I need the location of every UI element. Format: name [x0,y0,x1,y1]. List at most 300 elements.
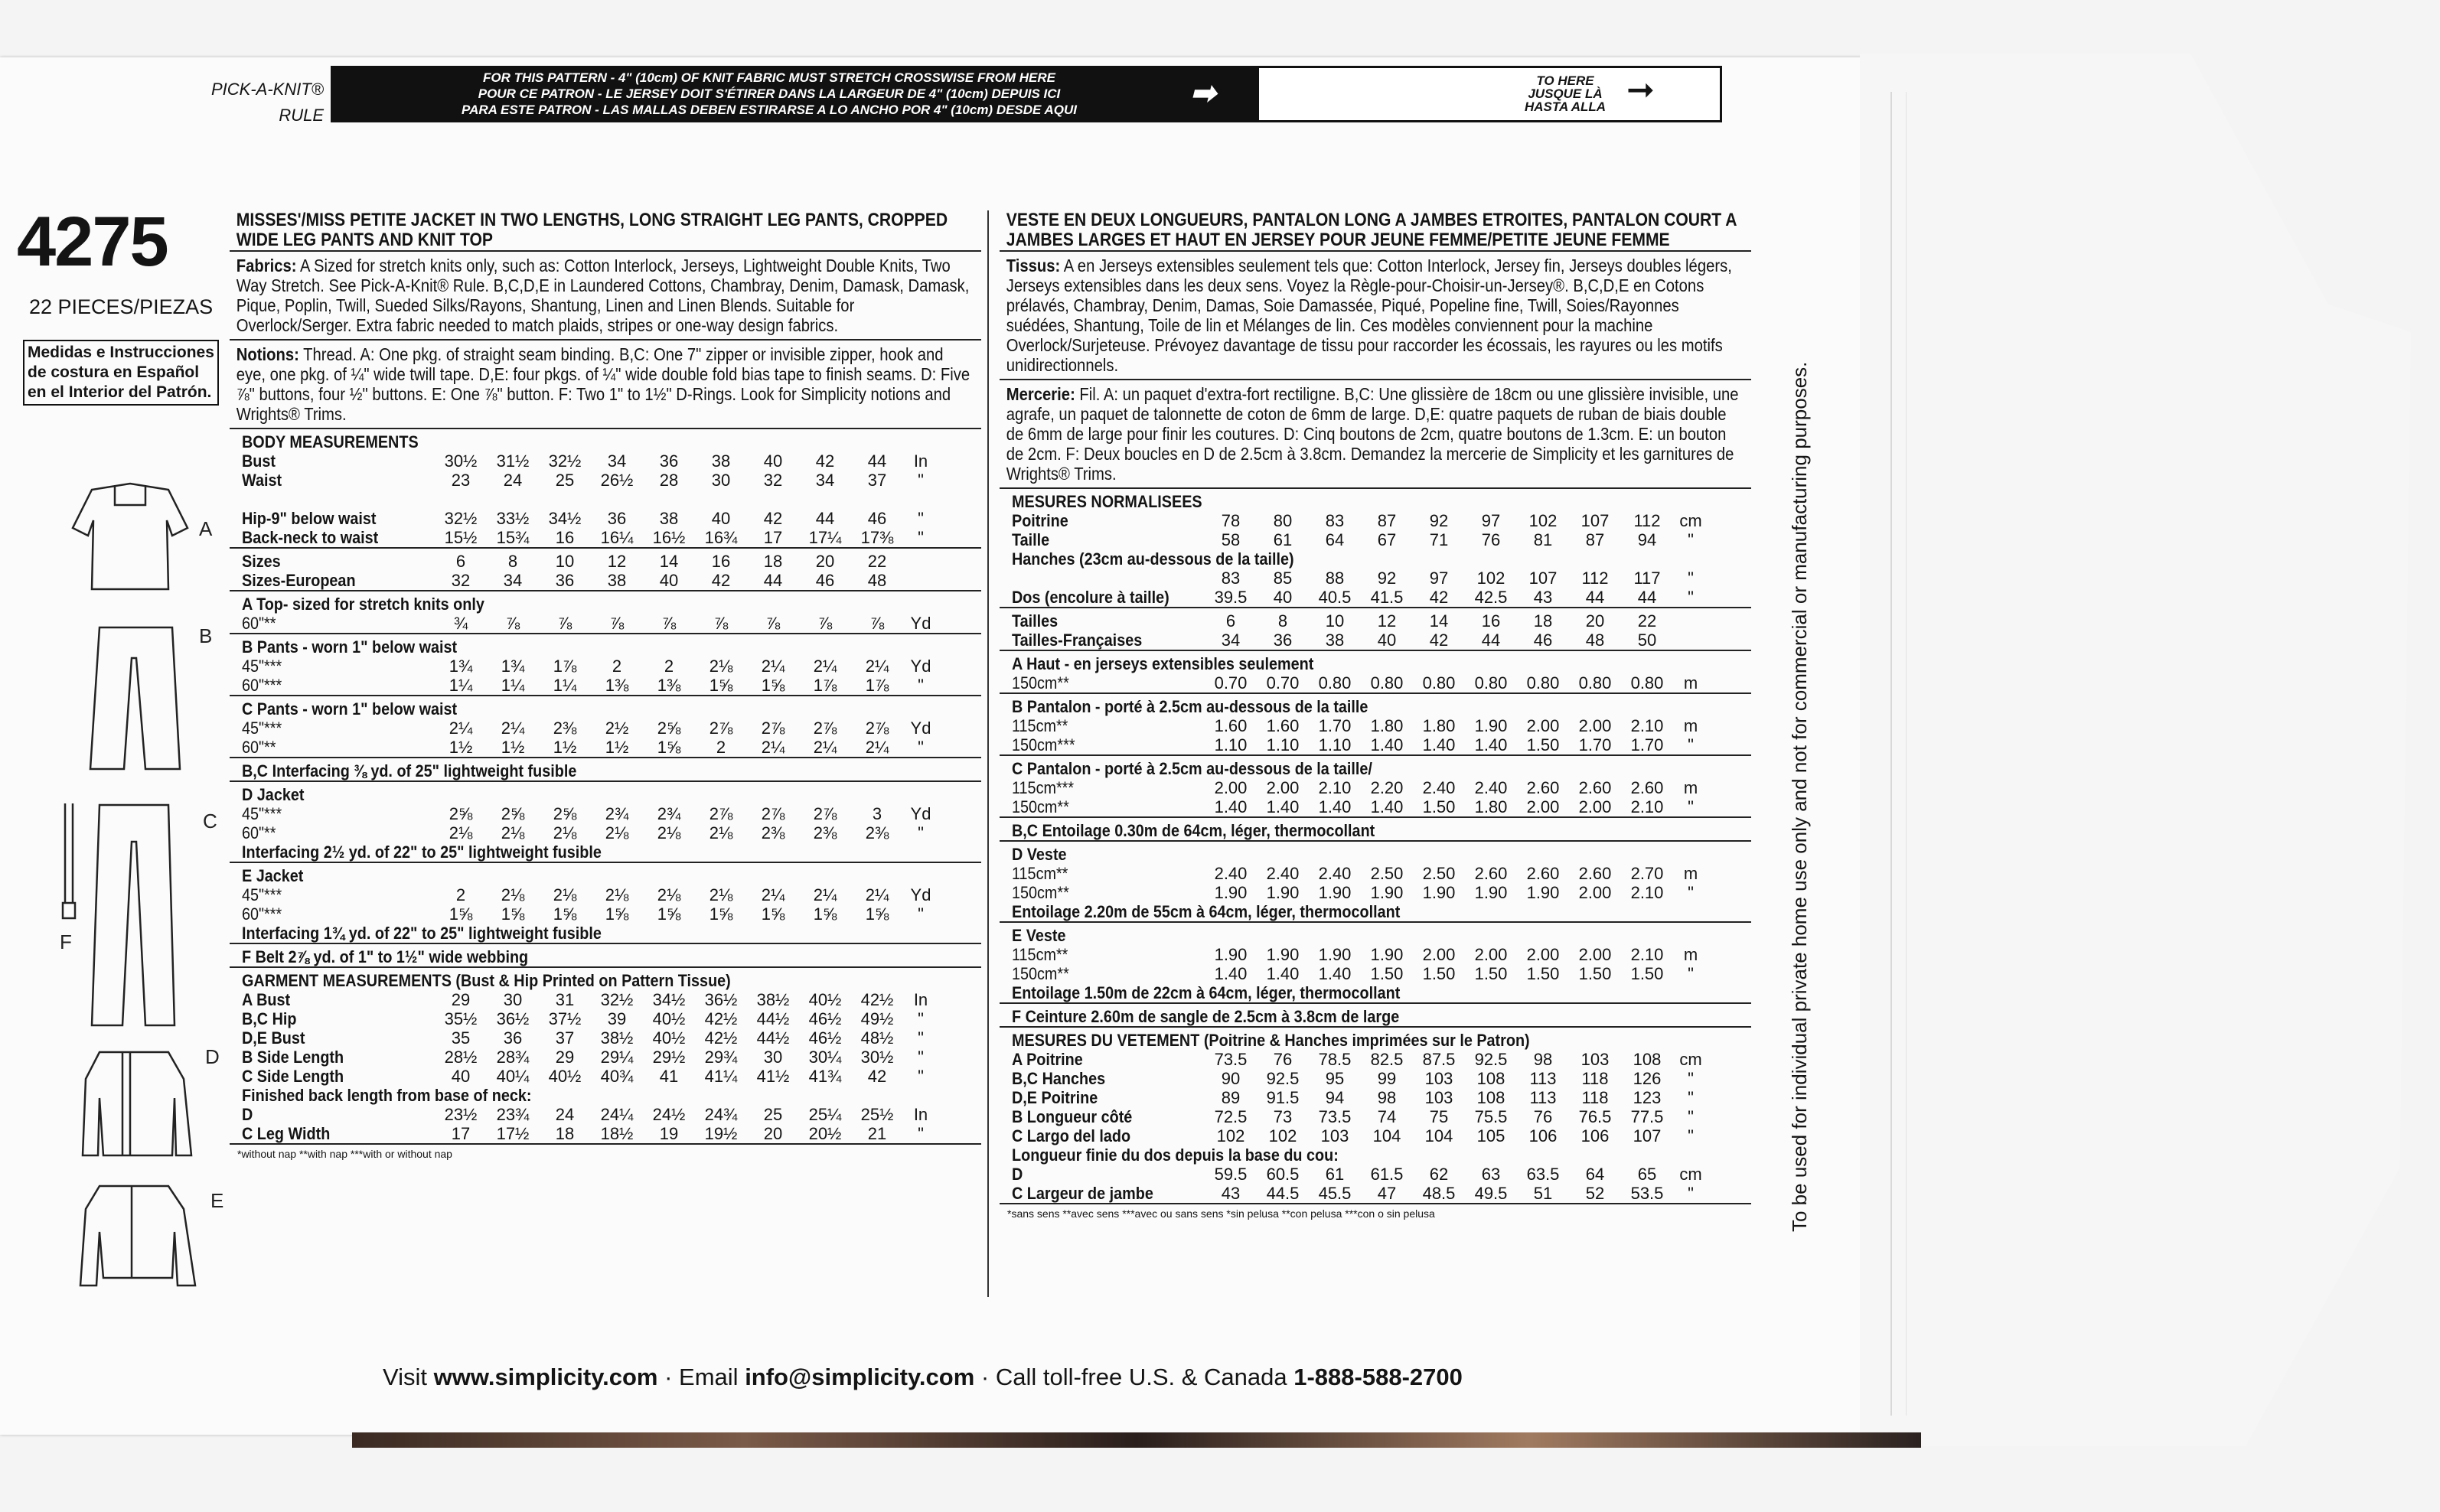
size-cell: 14 [659,552,679,571]
unit-cell: " [1688,1088,1694,1107]
size-cell: 29¾ [704,1048,738,1067]
row-label: B,C Entoilage 0.30m de 64cm, léger, thermocollant [1012,821,1375,840]
size-cell: 87 [1585,530,1605,549]
row-label: 45"*** [242,719,282,738]
size-cell: 105 [1476,1126,1505,1145]
french-column [1000,210,1751,1220]
size-cell: 2⅝ [553,804,577,823]
size-cell: 2⅛ [657,885,681,904]
size-cell: 117 [1633,569,1661,588]
size-cell: 16¼ [600,528,634,547]
size-cell: 30 [711,471,731,490]
size-cell: 48.5 [1422,1184,1456,1203]
english-yardage-table [230,428,981,1143]
table-row [1000,1002,1751,1026]
size-cell: 90 [1221,1069,1241,1088]
size-cell: 2.00 [1578,945,1612,964]
size-cell: 1.10 [1266,735,1300,754]
size-cell: 1.90 [1214,883,1248,902]
size-cell: 106 [1580,1126,1610,1145]
size-cell: 2.60 [1578,778,1612,797]
row-label: D,E Poitrine [1012,1088,1098,1107]
size-cell: 2.10 [1318,778,1352,797]
size-cell: 2¼ [761,738,785,757]
size-cell: 2.00 [1526,797,1560,816]
size-cell: 42.5 [1474,588,1508,607]
row-label: A Poitrine [1012,1050,1083,1069]
row-label: D Jacket [242,785,305,804]
size-cell: 87 [1377,511,1397,530]
size-cell: 2⅞ [761,804,785,823]
size-cell: 102 [1216,1126,1245,1145]
photo-strip [352,1432,1921,1448]
table-row [230,966,981,990]
table-row [230,614,981,633]
row-label: MESURES DU VETEMENT (Poitrine & Hanches imprimées sur le Patron) [1012,1031,1530,1050]
size-cell: 0.80 [1630,673,1664,692]
size-cell: 102 [1528,511,1558,530]
table-row [230,780,981,804]
size-cell: 10 [555,552,575,571]
size-cell: 1.50 [1578,964,1612,983]
unit-cell: m [1683,778,1698,797]
row-label: Back-neck to waist [242,528,379,547]
call-label: · Call toll-free U.S. & Canada [974,1364,1294,1390]
size-cell: 104 [1424,1126,1453,1145]
size-cell: 18 [555,1124,575,1143]
view-label-f: F [60,930,72,953]
table-row [1000,530,1751,549]
size-cell: 106 [1528,1126,1558,1145]
size-cell: 24¾ [704,1105,738,1124]
row-label: Sizes-European [242,571,356,590]
size-cell: 2.00 [1526,945,1560,964]
size-cell: 60.5 [1266,1165,1300,1184]
table-row [1000,921,1751,945]
size-cell: 1⅞ [813,676,837,695]
size-cell: 75 [1429,1107,1449,1126]
size-cell: 45.5 [1318,1184,1352,1203]
unit-cell: cm [1679,511,1702,530]
view-a-top-icon [73,484,188,589]
size-cell: 43 [1533,588,1553,607]
size-cell: 47 [1377,1184,1397,1203]
size-cell: 25 [763,1105,783,1124]
size-cell: 1½ [449,738,473,757]
size-cell: 40 [1273,588,1293,607]
size-cell: 22 [867,552,887,571]
size-cell: 2⅞ [709,719,733,738]
size-cell: 0.70 [1214,673,1248,692]
size-cell: 34½ [548,509,582,528]
size-cell: 63.5 [1526,1165,1560,1184]
size-cell: 94 [1325,1088,1345,1107]
size-cell: 28¾ [496,1048,530,1067]
size-cell: 2⅛ [709,657,733,676]
size-cell: 1.50 [1370,964,1404,983]
size-cell: 30 [503,990,523,1009]
size-cell: 6 [1225,611,1236,631]
size-cell: 118 [1581,1069,1609,1088]
size-cell: 2⅛ [553,885,577,904]
size-cell: 31½ [496,451,530,471]
table-row [230,719,981,738]
size-cell: 72.5 [1214,1107,1248,1126]
row-label: 60"** [242,614,276,633]
size-cell: 19 [659,1124,679,1143]
size-cell: 0.80 [1318,673,1352,692]
pick-label-2: RULE [279,106,324,125]
size-cell: 22 [1637,611,1657,631]
stretch-gauge-black [333,68,1259,120]
size-cell: 2⅜ [553,719,577,738]
size-cell: 88 [1325,569,1345,588]
size-cell: 73 [1273,1107,1293,1126]
unit-cell: m [1683,945,1698,964]
size-cell: 48 [1585,631,1605,650]
table-row [230,885,981,904]
size-cell: 1⅞ [865,676,889,695]
size-cell: 98 [1377,1088,1397,1107]
table-row [1000,1145,1751,1165]
size-cell: 38 [607,571,627,590]
row-label: 60"** [242,738,276,757]
table-row [230,547,981,571]
row-label: Entoilage 2.20m de 55cm à 64cm, léger, thermocollant [1012,902,1401,921]
row-label: C Pants - worn 1" below waist [242,699,458,719]
size-cell: 2¼ [813,657,837,676]
size-cell: 103 [1320,1126,1349,1145]
table-row [1000,487,1751,511]
size-cell: 28½ [444,1048,478,1067]
size-cell: 17 [763,528,783,547]
row-label: Dos (encolure à taille) [1012,588,1169,607]
size-cell: 42 [763,509,783,528]
size-cell: 32½ [600,990,634,1009]
table-row [1000,716,1751,735]
size-cell: 107 [1528,569,1558,588]
size-cell: 2.60 [1474,864,1508,883]
size-cell: 85 [1273,569,1293,588]
size-cell: 2.60 [1630,778,1664,797]
size-cell: 36 [503,1028,523,1048]
size-cell: 34 [503,571,523,590]
flap-crease [1890,92,1907,1416]
notions-text [230,341,980,428]
size-cell: 30 [763,1048,783,1067]
tissus-body: A en Jerseys extensibles seulement tels que: Cotton Interlock, Jersey fin, Jerseys doubles légers, Jerseys extensibles dans les deux sens. Voyez la Règle-pour-Choisir-un-Jersey®. B,C,D,E en Cotons prélavés, Chambray, Denim, Damas, Soie Damassée, Piqué, Popeline fine, Twill, Soies/Rayonnes suédées, Shantung, Toile de lin et Mélanges de lin. Ces modèles conviennent pour la machine Overlock/Surjeteuse. Prévoyez davantage de tissu pour raccorder les écossais, les rayures ou les motifs unidirectionnels. [1006,256,1732,375]
band-end-label [1504,74,1626,113]
email-link[interactable]: info@simplicity.com [745,1364,975,1390]
size-cell: 123 [1633,1088,1662,1107]
size-cell: 23½ [444,1105,478,1124]
band-end-es: HASTA ALLA [1524,99,1607,114]
size-cell: 104 [1372,1126,1401,1145]
table-row [230,1009,981,1028]
view-f-belt-icon [63,803,75,918]
size-cell: 1.90 [1370,945,1404,964]
row-label: A Haut - en jerseys extensibles seulement [1012,654,1314,673]
table-row [1000,1107,1751,1126]
size-cell: 1.80 [1474,797,1508,816]
table-row [1000,588,1751,607]
size-cell: 1.90 [1370,883,1404,902]
size-cell: ⅞ [765,614,781,633]
website-link[interactable]: www.simplicity.com [433,1364,658,1390]
view-sketches [46,474,230,1331]
table-row [1000,840,1751,864]
table-row [1000,902,1751,921]
unit-cell: Yd [910,657,931,676]
unit-cell: In [913,990,928,1009]
unit-cell: " [918,738,924,757]
size-cell: 34 [815,471,835,490]
size-cell: 36½ [704,990,738,1009]
size-cell: 1.80 [1370,716,1404,735]
size-cell: 1⅝ [553,904,577,924]
size-cell: 83 [1325,511,1345,530]
size-cell: 76.5 [1578,1107,1612,1126]
size-cell: 92.5 [1474,1050,1508,1069]
band-line-fr: POUR CE PATRON - LE JERSEY DOIT S'ÉTIRER DANS LA LARGEUR DE 4" (10cm) DEPUIS ICI [478,86,1061,101]
size-cell: 25½ [860,1105,894,1124]
size-cell: 32½ [444,509,478,528]
french-yardage-table [1000,487,1751,1203]
unit-cell: " [1688,588,1694,607]
size-cell: 80 [1273,511,1293,530]
row-label: Finished back length from base of neck: [242,1086,532,1105]
size-cell: 17½ [496,1124,530,1143]
row-label: F Belt 2⅞ yd. of 1" to 1½" wide webbing [242,947,529,966]
size-cell: 107 [1633,1126,1662,1145]
size-cell: 42½ [860,990,894,1009]
size-cell: 32 [763,471,783,490]
size-cell: 2¾ [605,804,629,823]
english-footnote: *without nap **with nap ***with or without nap [237,1148,452,1160]
size-cell: 44½ [756,1009,790,1028]
piece-count: 22 PIECES/PIEZAS [29,295,214,318]
table-row [230,1067,981,1086]
size-cell: 2.10 [1630,945,1664,964]
size-cell: 52 [1585,1184,1605,1203]
size-cell: 38 [659,509,679,528]
table-row [230,943,981,966]
size-cell: 0.80 [1370,673,1404,692]
unit-cell: " [918,1009,924,1028]
size-cell: 41 [659,1067,679,1086]
size-cell: 38½ [756,990,790,1009]
contact-line [383,1364,1463,1391]
arrow-right-icon: ➞ [1626,71,1655,109]
table-row [230,676,981,695]
row-label: B Pants - worn 1" below waist [242,637,458,657]
notions-label: Notions: [236,344,299,364]
view-b-pants-icon [90,627,180,769]
size-cell: 40½ [808,990,842,1009]
row-label: 150cm** [1012,797,1069,816]
size-cell: 40 [451,1067,471,1086]
size-cell: 74 [1377,1107,1397,1126]
mercerie-body: Fil. A: un paquet d'extra-fort rectiligne. B,C: Une glissière de 18cm ou une glissière invisible, une agrafe, un paquet de talonnette de coton de 6mm de large. D,E: quatre paquets de ruban de biais double de 6mm de large pour finir les coutures. D: Cinq boutons de 2cm, quatre boutons de 1.3cm. E: un bouton de 2cm. F: Deux boucles en D de 2.5cm à 3.8cm. Demandez la mercerie de Simplicity et les garnitures de Wrights® Trims. [1006,384,1739,484]
unit-cell: Yd [910,614,931,633]
size-cell: 2⅜ [813,823,837,842]
band-line-en: FOR THIS PATTERN - 4" (10cm) OF KNIT FABRIC MUST STRETCH CROSSWISE FROM HERE [483,70,1055,85]
row-label: A Bust [242,990,291,1009]
row-label: 60"*** [242,676,282,695]
size-cell: 42 [1429,588,1449,607]
size-cell: 2.00 [1214,778,1248,797]
size-cell: 1½ [605,738,629,757]
size-cell: 108 [1476,1069,1505,1088]
table-row [1000,735,1751,754]
size-cell: 1⅝ [709,904,733,924]
table-row [1000,549,1751,569]
size-cell: 20 [763,1124,783,1143]
size-cell: 1.40 [1214,964,1248,983]
unit-cell: " [918,1048,924,1067]
size-cell: 25¼ [808,1105,842,1124]
size-cell: 24½ [652,1105,686,1124]
tissus-label: Tissus: [1006,256,1061,275]
unit-cell: " [918,1028,924,1048]
table-row [230,657,981,676]
size-cell: 2⅛ [553,823,577,842]
row-label: Bust [242,451,276,471]
size-cell: 1⅝ [449,904,473,924]
size-cell: 2⅝ [501,804,525,823]
size-cell: 102 [1268,1126,1297,1145]
size-cell: 31 [555,990,575,1009]
size-cell: 10 [1325,611,1345,631]
size-cell: 36 [607,509,627,528]
size-cell: 38 [711,451,731,471]
view-d-jacket-icon [83,1052,191,1155]
table-row [230,842,981,862]
size-cell: 2.40 [1318,864,1352,883]
table-row [230,590,981,614]
pick-a-knit-rule-label [197,77,324,129]
size-cell: ⅞ [713,614,729,633]
unit-cell: " [918,676,924,695]
size-cell: 46½ [808,1009,842,1028]
tissus-text [1000,252,1750,379]
size-cell: 36½ [496,1009,530,1028]
size-cell: 33½ [496,509,530,528]
size-cell: 1½ [553,738,577,757]
size-cell: 112 [1581,569,1609,588]
size-cell: 1.40 [1474,735,1508,754]
band-end-en: TO HERE [1536,73,1594,88]
unit-cell: " [918,823,924,842]
size-cell: 75.5 [1474,1107,1508,1126]
unit-cell: m [1683,716,1698,735]
size-cell: 42 [815,451,835,471]
size-cell: 2.10 [1630,716,1664,735]
size-cell: 2⅞ [865,719,889,738]
size-cell: 42 [711,571,731,590]
size-cell: 25 [555,471,575,490]
size-cell: 2.60 [1578,864,1612,883]
size-cell: 108 [1476,1088,1505,1107]
size-cell: 30½ [444,451,478,471]
table-row [230,757,981,780]
table-row [1000,816,1751,840]
unit-cell: " [1688,1184,1694,1203]
size-cell: 2 [455,885,466,904]
size-cell: 24 [503,471,523,490]
unit-cell: " [918,528,924,547]
size-cell: 1.10 [1214,735,1248,754]
size-cell: 1½ [501,738,525,757]
row-label: 60"** [242,823,276,842]
size-cell: 24¼ [600,1105,634,1124]
size-cell: 2.00 [1578,797,1612,816]
table-row [1000,631,1751,650]
table-row [1000,945,1751,964]
size-cell: 16½ [652,528,686,547]
size-cell: 36 [555,571,575,590]
size-cell: 36 [1273,631,1293,650]
size-cell: 2.50 [1422,864,1456,883]
size-cell: 35½ [444,1009,478,1028]
row-label: E Jacket [242,866,304,885]
size-cell: 18½ [600,1124,634,1143]
size-cell: 113 [1529,1069,1557,1088]
table-row [230,904,981,924]
table-row [230,451,981,471]
row-label: MESURES NORMALISEES [1012,492,1202,511]
size-cell: 0.70 [1266,673,1300,692]
size-cell: 37 [555,1028,575,1048]
size-cell: 2⅜ [761,823,785,842]
size-cell: 59.5 [1214,1165,1248,1184]
size-cell: 1.90 [1318,945,1352,964]
view-e-jacket-icon [80,1186,195,1286]
usage-notice: To be used for individual private home use only and not for commercial or manufacturing purposes. [1788,361,1811,1232]
size-cell: 46 [815,571,835,590]
pattern-number: 4275 [17,203,168,281]
unit-cell: " [1688,883,1694,902]
table-row [1000,1050,1751,1069]
view-label-b: B [199,624,213,647]
table-row [230,1028,981,1048]
size-cell: 51 [1533,1184,1553,1203]
row-label: D Veste [1012,845,1067,864]
size-cell: 2.40 [1422,778,1456,797]
size-cell: 1.70 [1578,735,1612,754]
size-cell: 108 [1633,1050,1662,1069]
unit-cell: m [1683,864,1698,883]
size-cell: 2⅜ [865,823,889,842]
size-cell: 61 [1273,530,1293,549]
size-cell: 2 [612,657,622,676]
row-label: 45"*** [242,804,282,823]
size-cell: 97 [1429,569,1449,588]
size-cell: 1¼ [501,676,525,695]
size-cell: 2⅛ [605,885,629,904]
spanish-instructions-note: Medidas e Instrucciones de costura en Español en el Interior del Patrón. [23,340,219,406]
size-cell: 2⅝ [657,719,681,738]
size-cell: 1.60 [1214,716,1248,735]
size-cell: 1.90 [1474,883,1508,902]
size-cell: 126 [1633,1069,1662,1088]
size-cell: 8 [507,552,518,571]
size-cell: 1.90 [1266,945,1300,964]
table-row [230,509,981,528]
size-cell: 40¼ [496,1067,530,1086]
mercerie-label: Mercerie: [1006,384,1075,404]
size-cell: 76 [1273,1050,1293,1069]
